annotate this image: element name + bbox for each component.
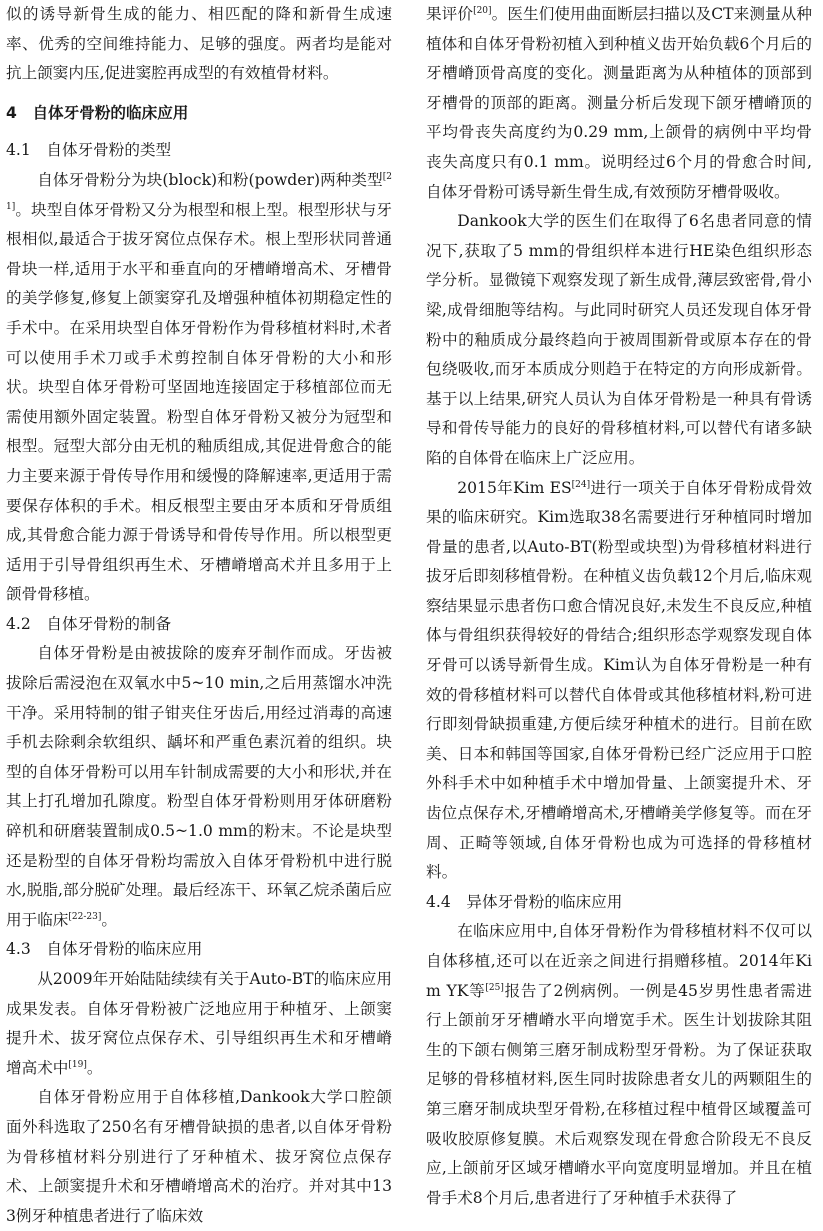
subsection-4-1-heading: 4.1 自体牙骨粉的类型 [6,141,172,160]
paragraph-4-3-intro [6,965,392,1083]
paragraph-evaluation [426,0,812,207]
paragraph-continued: 似的诱导新骨生成的能力、相匹配的降和新骨生成速率、优秀的空间维持能力、足够的强度。两者均是能对抗上颌窦内压,促进窦腔再成型的有效植骨材料。 [6,5,392,83]
text-run: 进行一项关于自体牙骨粉成骨效果的临床研究。Kim选取38名需要进行牙种植同时增加骨量的患者,以Auto-BT(粉型或块型)为骨移植材料进行拔牙后即刻移植骨粉。在种植义齿负载12个月后,临床观察结果显示患者伤口愈合情况良好,未发生不良反应,种植体与骨组织获得较好的骨结合;组织形态学观察发现自体牙骨可以诱导新骨生成。Kim认为自体牙骨粉是一种有效的骨移植材料可以替代自体骨或其他移植材料,粉可进行即刻骨缺损重建,方便后续牙种植术的进行。目前在欧美、日本和韩国等国家,自体牙骨粉已经广泛应用于口腔外科手术中如种植手术中增加骨量、上颌窦提升术、牙齿位点保存术,牙槽嵴增高术,牙槽嵴美学修复等。而在牙周、正畸等领域,自体牙骨粉也成为可选择的骨移植材料。 [426,478,812,882]
text-run: 报告了2例病例。一例是45岁男性患者需进行上颌前牙牙槽嵴水平向增宽手术。医生计划拔除其阻生的下颌右侧第三磨牙制成粉型牙骨粉。为了保证获取足够的骨移植材料,医生同时拔除患者女儿的两颗阻生的第三磨牙制成块型牙骨粉,在移植过程中植骨区域覆盖可吸收胶原修复膜。术后观察发现在骨愈合阶段无不良反应,上颌前牙区域牙槽嵴水平向宽度明显增加。并且在植骨手术8个月后,患者进行了牙种植手术获得了 [426,981,813,1207]
text-run: 从2009年开始陆陆续续有关于Auto-BT的临床应用成果发表。自体牙骨粉被广泛地应用于种植牙、上颌窦提升术、拔牙窝位点保存术、引导组织再生术和牙槽嵴增高术中 [6,970,392,1077]
citation-24: [24] [571,479,591,490]
paragraph-histology: Dankook大学的医生们在取得了6名患者同意的情况下,获取了5 mm的骨组织样本进行HE染色组织形态学分析。显微镜下观察发现了新生成骨,薄层致密骨,骨小梁,成骨细胞等结构。与此同时研究人员还发现自体牙骨粉中的釉质成分最终趋向于被周围新骨或原本存在的骨包绕吸收,而牙本质成分则趋于在特定的方向形成新骨。基于以上结果,研究人员认为自体牙骨粉是一种具有骨诱导和骨传导能力的良好的骨移植材料,可以替代有诸多缺陷的自体骨在临床上广泛应用。 [426,212,812,467]
paragraph-4-3-dankook: 自体牙骨粉应用于自体移植,Dankook大学口腔颌面外科选取了250名有牙槽骨缺损的患者,以自体牙骨粉为骨移植材料分别进行了牙种植术、拔牙窝位点保存术、上颌窦提升术和牙槽嵴增高术的治疗。并对其中133例牙种植患者进行了临床效 [6,1088,392,1225]
text-run: 果评价 [426,5,474,23]
text-run: 。 [101,910,117,929]
paragraph-4-4-allograft [426,917,812,1213]
section-4-heading: 4 自体牙骨粉的临床应用 [6,103,189,122]
text-run: 自体牙骨粉分为块(block)和粉(powder)两种类型 [37,170,383,189]
text-run: 。 [86,1058,103,1077]
citation-19: [19] [68,1059,87,1070]
text-run: 在临床应用中,自体牙骨粉作为骨移植材料不仅可以自体移植,还可以在近亲之间进行捐赠移植。2014年Kim YK等 [426,922,812,1000]
citation-21: [21] [6,171,392,212]
right-column [426,0,812,1213]
paragraph-kim-es [426,474,812,888]
text-run: 。医生们使用曲面断层扫描以及CT来测量从种植体和自体牙骨粉初植入到种植义齿开始负载6个月后的牙槽嵴顶骨高度的变化。测量距离为从种植体的顶部到牙槽骨的顶部的距离。测量分析后发现下颌牙槽嵴顶的平均骨丧失高度约为0.29 mm,上颌骨的病例中平均骨丧失高度只有0.1 mm。说明经过6个月的骨愈合时间,自体牙骨粉可诱导新生骨生成,有效预防牙槽骨吸收。 [426,5,812,201]
subsection-4-4-heading: 4.4 异体牙骨粉的临床应用 [426,892,623,911]
text-run: 。块型自体牙骨粉又分为根型和根上型。根型形状与牙根相似,最适合于拔牙窝位点保存术。根上型形状同普通骨块一样,适用于水平和垂直向的牙槽嵴增高术、牙槽骨的美学修复,修复上颌窦穿孔及增强种植体初期稳定性的手术中。在采用块型自体牙骨粉作为骨移植材料时,术者可以使用手术刀或手术剪控制自体牙骨粉的大小和形状。块型自体牙骨粉可坚固地连接固定于移植部位而无需使用额外固定装置。粉型自体牙骨粉又被分为冠型和根型。冠型大部分由无机的釉质组成,其促进骨愈合的能力主要来源于骨传导作用和缓慢的降解速率,更适用于需要保存体积的手术。相反根型主要由牙本质和牙骨质组成,其骨愈合能力源于骨诱导和骨传导作用。所以根型更适用于引导骨组织再生术、牙槽嵴增高术并且多用于上颌骨骨移植。 [6,200,392,604]
text-run: 2015年Kim ES [457,478,572,497]
text-run: 自体牙骨粉是由被拔除的废弃牙制作而成。牙齿被拔除后需浸泡在双氧水中5~10 min,之后用蒸馏水冲洗干净。采用特制的钳子钳夹住牙齿后,用经过消毒的高速手机去除剩余软组织、龋坏和严重色素沉着的组织。块型的自体牙骨粉可以用车针制成需要的大小和形状,并在其上打孔增加孔隙度。粉型自体牙骨粉则用牙体研磨粉碎机和研磨装置制成0.5~1.0 mm的粉末。不论是块型还是粉型的自体牙骨粉均需放入自体牙骨粉机中进行脱水,脱脂,部分脱矿处理。最后经冻干、环氧乙烷杀菌后应用于临床 [6,644,392,929]
paragraph-4-1-types [6,166,392,610]
citation-25: [25] [485,982,504,993]
subsection-4-3-heading: 4.3 自体牙骨粉的临床应用 [6,940,203,959]
citation-20: [20] [473,5,492,16]
citation-22-23: [22-23] [68,911,102,922]
paragraph-4-2-preparation [6,639,392,935]
left-column [6,0,392,1231]
subsection-4-2-heading: 4.2 自体牙骨粉的制备 [6,614,172,633]
